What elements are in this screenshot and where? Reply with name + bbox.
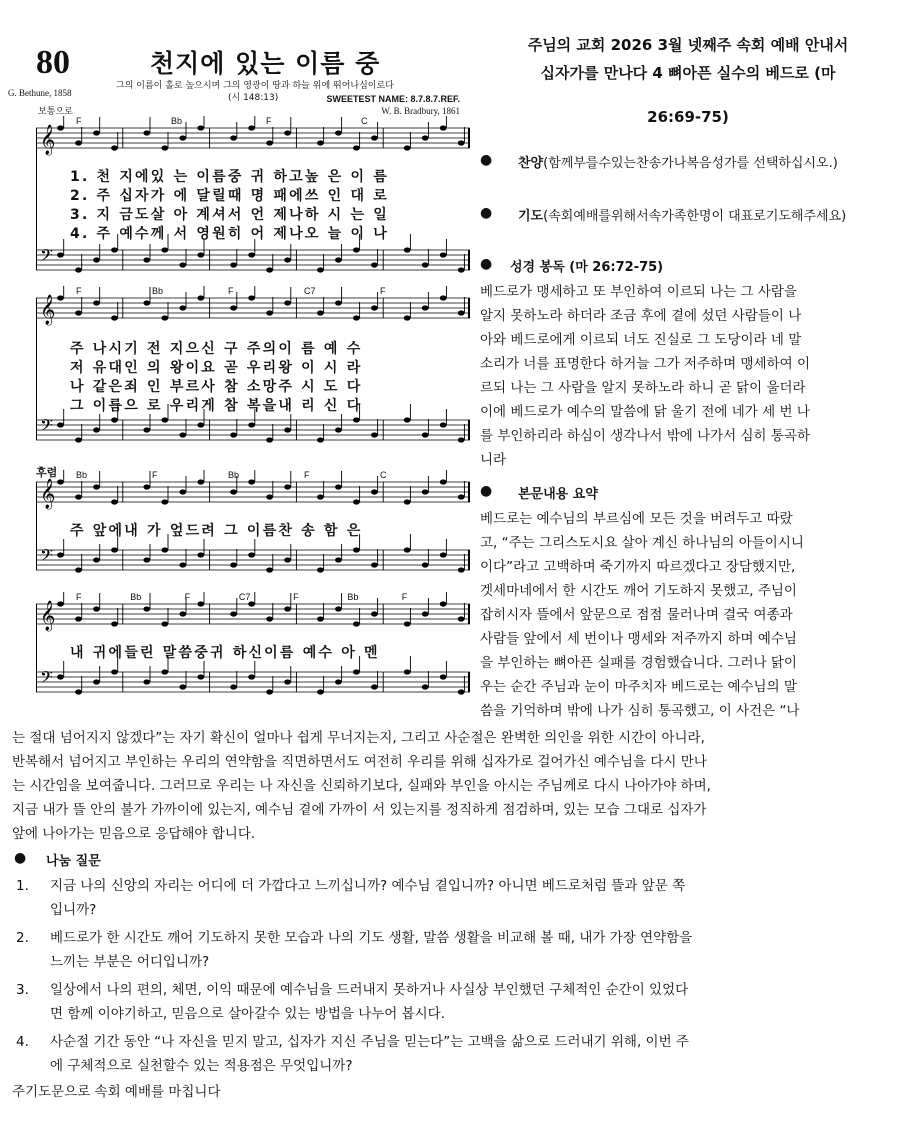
scripture-line: 아와 베드로에게 이르되 너도 진실로 그 도당이라 네 말	[480, 332, 802, 348]
note-head	[161, 145, 168, 150]
summary-line: 사람들 앞에서 세 번이나 맹세와 저주까지 하며 예수님	[480, 631, 797, 647]
note-head	[143, 679, 150, 684]
note-head	[266, 140, 273, 145]
bullet-icon: ●	[480, 483, 493, 499]
scripture-heading	[480, 256, 900, 280]
note-head	[317, 494, 324, 499]
chord-symbol: F	[184, 592, 191, 602]
note-head	[422, 684, 429, 689]
note-head	[266, 310, 273, 315]
hymn-sheet	[8, 30, 470, 720]
refrain-label: 후렴	[36, 466, 58, 479]
chord-symbol: F	[266, 116, 272, 126]
summary-line: 고, “주는 그리스도시요 살아 계신 하나님의 아들이시니	[480, 535, 804, 551]
hymn-verse: 그의 이름이 홀로 높으시며 그의 영광이 땅과 하늘 위에 뛰어나심이로다	[116, 81, 394, 91]
sharing-label: 나눔 질문	[46, 854, 101, 869]
note-head	[179, 305, 186, 310]
summary-text-right	[480, 507, 900, 723]
note-head	[230, 562, 237, 567]
hymn-number: 80	[36, 44, 70, 81]
summary-text-full	[12, 726, 900, 846]
note-head	[284, 257, 291, 262]
note-head	[93, 257, 100, 262]
note-head	[440, 422, 447, 427]
chord-symbol: Bb	[347, 592, 359, 602]
question-text: 면 함께 이야기하고, 믿음으로 살아갈수 있는 방법을 나누어 봅시다.	[50, 1006, 446, 1022]
note-head	[404, 547, 411, 552]
chord-symbol: Bb	[171, 116, 183, 126]
summary-line: 씀을 기억하며 밖에 나가 심히 통곡했고, 이 사건은 “나	[480, 703, 800, 719]
note-head	[371, 262, 378, 267]
note-head	[143, 606, 150, 611]
chord-symbol: F	[76, 116, 82, 126]
note-head	[230, 135, 237, 140]
note-head	[371, 135, 378, 140]
note-head	[111, 621, 118, 626]
note-head	[458, 567, 465, 572]
note-head	[353, 247, 360, 252]
scripture-line: 를 부인하리라 하심이 생각나서 밖에 나가서 심히 통곡하	[480, 428, 810, 444]
note-head	[317, 437, 324, 442]
bullet-icon: ●	[480, 205, 493, 221]
note-head	[266, 267, 273, 272]
note-head	[266, 437, 273, 442]
lyric-line: 4. 주 예수께 서 영원히 어 제나오 늘 이 나	[70, 226, 389, 242]
note-head	[266, 616, 273, 621]
note-head	[335, 484, 342, 489]
note-head	[404, 417, 411, 422]
note-head	[179, 432, 186, 437]
note-head	[93, 130, 100, 135]
question-text: 느끼는 부분은 어디입니까?	[50, 954, 210, 970]
lyric-line: 내 귀에들린 말씀중귀 하신이름 예수 아 멘	[70, 645, 380, 661]
music-system-2	[36, 286, 470, 466]
note-head	[353, 417, 360, 422]
note-head	[179, 135, 186, 140]
bullet-icon: ●	[480, 256, 493, 272]
chord-symbol: F	[76, 286, 82, 296]
note-head	[93, 557, 100, 562]
scripture-line: 베드로가 맹세하고 또 부인하여 이르되 나는 그 사람을	[480, 284, 797, 300]
note-head	[93, 427, 100, 432]
note-head	[75, 494, 82, 499]
note-head	[422, 305, 429, 310]
note-head	[75, 437, 82, 442]
chord-symbol: F	[380, 286, 386, 296]
note-head	[57, 125, 64, 130]
summary-line: 을 부인하는 뼈아픈 실패를 경험했습니다. 그러나 닭이	[480, 655, 797, 671]
note-head	[197, 252, 204, 257]
note-head	[111, 547, 118, 552]
note-head	[93, 300, 100, 305]
treble-clef-icon: 𝄞	[40, 125, 56, 155]
note-head	[143, 300, 150, 305]
chord-symbol: F	[304, 470, 310, 480]
chord-symbol: C	[361, 116, 368, 126]
note-head	[161, 499, 168, 504]
note-head	[335, 257, 342, 262]
note-head	[75, 267, 82, 272]
note-head	[422, 432, 429, 437]
lyric-line: 3. 지 금도살 아 계셔서 언 제나하 시 는 일	[70, 207, 389, 223]
note-head	[93, 679, 100, 684]
lyric-line: 1. 천 지에있 는 이름중 귀 하고높 은 이 름	[70, 169, 389, 185]
note-head	[161, 247, 168, 252]
chord-symbol: Bb	[76, 470, 88, 480]
note-head	[197, 479, 204, 484]
summary-line: 앞에 나아가는 믿음으로 응답해야 합니다.	[12, 826, 256, 842]
note-head	[317, 616, 324, 621]
summary-line: 지금 내가 뜰 안의 불가 가까이에 있는지, 예수님 곁에 가까이 서 있는지를 정직하게 점검하며, 있는 모습 그대로 십자가	[12, 802, 707, 818]
question-text: 사순절 기간 동안 “나 자신을 믿지 말고, 십자가 지신 주님을 믿는다”는 고백을 삶으로 드러내기 위해, 이번 주	[50, 1034, 689, 1050]
note-head	[75, 140, 82, 145]
chord-symbol: C7	[304, 286, 316, 296]
lyric-line: 나 같은죄 인 부르사 참 소망주 시 도 다	[70, 379, 363, 395]
closing-text: 주기도문으로 속회 예배를 마칩니다	[12, 1084, 221, 1100]
note-head	[248, 295, 255, 300]
music-system-4	[36, 592, 470, 722]
chord-symbol: Bb	[228, 470, 240, 480]
note-head	[440, 601, 447, 606]
prayer-label: 기도	[518, 209, 544, 224]
question-number: 1.	[16, 878, 29, 894]
summary-heading	[480, 483, 900, 507]
note-head	[371, 684, 378, 689]
question-text: 지금 나의 신앙의 자리는 어디에 더 가깝다고 느끼십니까? 예수님 곁입니까? 아니면 베드로처럼 뜰과 앞문 쪽	[50, 878, 686, 894]
scripture-line: 르되 나는 그 사람을 알지 못하노라 하니 곧 닭이 울더라	[480, 380, 806, 396]
note-head	[57, 601, 64, 606]
summary-label: 본문내용 요약	[518, 487, 598, 502]
note-head	[266, 567, 273, 572]
note-head	[458, 689, 465, 694]
note-head	[230, 684, 237, 689]
note-head	[248, 422, 255, 427]
summary-line: 는 시간임을 보여줍니다. 그러므로 우리는 나 자신을 신뢰하기보다, 실패와 부인을 아시는 주님께로 다시 나아가야 하며,	[12, 778, 711, 794]
note-head	[353, 145, 360, 150]
note-head	[335, 679, 342, 684]
note-head	[371, 305, 378, 310]
treble-clef-icon: 𝄞	[40, 601, 56, 631]
question-number: 3.	[16, 982, 29, 998]
prayer-item	[480, 205, 900, 253]
note-head	[179, 684, 186, 689]
note-head	[111, 145, 118, 150]
note-head	[440, 252, 447, 257]
note-head	[404, 499, 411, 504]
chord-symbol: C7	[238, 592, 251, 602]
note-head	[111, 247, 118, 252]
note-head	[404, 621, 411, 626]
note-head	[284, 484, 291, 489]
note-head	[458, 267, 465, 272]
bulletin-subtitle-ref: 26:69-75)	[647, 108, 729, 126]
note-head	[57, 422, 64, 427]
chord-symbol: F	[152, 470, 158, 480]
scripture-text	[480, 280, 900, 472]
question-number: 4.	[16, 1034, 29, 1050]
music-system-3	[36, 470, 470, 600]
chord-symbol: F	[76, 592, 82, 602]
note-head	[197, 422, 204, 427]
note-head	[248, 125, 255, 130]
note-head	[335, 300, 342, 305]
summary-line: 잡히시자 뜰에서 앞문으로 점점 물러나며 결국 여종과	[480, 607, 793, 623]
note-head	[57, 674, 64, 679]
chord-symbol: F	[228, 286, 234, 296]
note-head	[353, 315, 360, 320]
note-head	[248, 674, 255, 679]
note-head	[335, 606, 342, 611]
summary-line: 베드로는 예수님의 부르심에 모든 것을 버려두고 따랐	[480, 511, 793, 527]
question-text: 입니까?	[50, 902, 97, 918]
note-head	[75, 310, 82, 315]
question-text: 베드로가 한 시간도 깨어 기도하지 못한 모습과 나의 기도 생활, 말씀 생활을 비교해 볼 때, 내가 가장 연약함을	[50, 930, 693, 946]
note-head	[266, 689, 273, 694]
chord-symbol: F	[293, 592, 299, 602]
praise-item	[480, 152, 900, 200]
note-head	[422, 611, 429, 616]
note-head	[161, 315, 168, 320]
bass-clef-icon: 𝄢	[40, 245, 53, 269]
note-head	[197, 552, 204, 557]
note-head	[248, 552, 255, 557]
note-head	[230, 611, 237, 616]
note-head	[197, 601, 204, 606]
note-head	[93, 484, 100, 489]
note-head	[353, 669, 360, 674]
note-head	[458, 310, 465, 315]
note-head	[458, 140, 465, 145]
question-text: 에 구체적으로 실천할수 있는 적용점은 무엇입니까?	[50, 1058, 353, 1074]
hymn-composer: W. B. Bradbury, 1861	[381, 106, 460, 116]
note-head	[161, 547, 168, 552]
summary-line: 우는 순간 주님과 눈이 마주치자 베드로는 예수님의 말	[480, 679, 797, 695]
note-head	[335, 130, 342, 135]
note-head	[317, 689, 324, 694]
note-head	[75, 689, 82, 694]
note-head	[197, 295, 204, 300]
note-head	[230, 262, 237, 267]
summary-line: 겟세마네에서 한 시간도 깨어 기도하지 못했고, 주님이	[480, 583, 797, 599]
note-head	[248, 252, 255, 257]
bass-clef-icon: 𝄢	[40, 415, 53, 439]
note-head	[93, 606, 100, 611]
lyric-line: 그 이름으 로 우리게 참 복을내 리 신 다	[70, 398, 363, 414]
note-head	[371, 562, 378, 567]
note-head	[440, 674, 447, 679]
note-head	[353, 621, 360, 626]
note-head	[458, 616, 465, 621]
note-head	[335, 557, 342, 562]
note-head	[284, 427, 291, 432]
summary-line: 반복해서 넘어지고 부인하는 우리의 연약함을 직면하면서도 여전히 우리를 위해 십자가로 걸어가신 예수님을 다시 만나	[12, 754, 707, 770]
note-head	[57, 479, 64, 484]
note-head	[284, 130, 291, 135]
note-head	[422, 489, 429, 494]
chord-symbol: Bb	[152, 286, 164, 296]
note-head	[284, 557, 291, 562]
treble-clef-icon: 𝄞	[40, 479, 56, 509]
hymn-author: G. Bethune, 1858	[8, 88, 72, 98]
note-head	[458, 437, 465, 442]
note-head	[353, 547, 360, 552]
note-head	[143, 427, 150, 432]
note-head	[440, 295, 447, 300]
note-head	[440, 552, 447, 557]
note-head	[111, 499, 118, 504]
bullet-icon: ●	[14, 850, 27, 866]
note-head	[143, 130, 150, 135]
note-head	[317, 267, 324, 272]
scripture-line: 이에 베드로가 예수의 말씀에 닭 울기 전에 네가 세 번 나	[480, 404, 810, 420]
note-head	[161, 669, 168, 674]
note-head	[111, 315, 118, 320]
note-head	[404, 669, 411, 674]
bass-clef-icon: 𝄢	[40, 667, 53, 691]
note-head	[179, 262, 186, 267]
note-head	[230, 489, 237, 494]
note-head	[284, 606, 291, 611]
note-head	[161, 417, 168, 422]
chord-symbol: C	[380, 470, 387, 480]
note-head	[404, 247, 411, 252]
hymn-tempo: 보통으로	[38, 107, 73, 117]
note-head	[230, 432, 237, 437]
note-head	[353, 499, 360, 504]
note-head	[404, 145, 411, 150]
lyric-line: 주 앞에내 가 엎드려 그 이름찬 송 함 은	[70, 523, 363, 539]
note-head	[248, 601, 255, 606]
note-head	[266, 494, 273, 499]
note-head	[57, 295, 64, 300]
note-head	[197, 125, 204, 130]
note-head	[371, 611, 378, 616]
scripture-line: 니라	[480, 452, 507, 468]
note-head	[317, 567, 324, 572]
lyric-line: 저 유대인 의 왕이요 곧 우리왕 이 시 라	[70, 360, 363, 376]
chord-symbol: F	[401, 592, 408, 602]
note-head	[422, 135, 429, 140]
note-head	[422, 562, 429, 567]
lyric-line: 2. 주 십자가 에 달릴때 명 패에쓰 인 대 로	[70, 188, 389, 204]
scripture-label: 성경 봉독 (마 26:72-75)	[510, 260, 664, 275]
summary-line: 는 절대 넘어지지 않겠다”는 자기 확신이 얼마나 쉽게 무너지는지, 그리고 사순절은 완벽한 의인을 위한 시간이 아니라,	[12, 730, 705, 746]
note-head	[284, 300, 291, 305]
music-system-1	[36, 116, 470, 296]
bullet-icon: ●	[480, 152, 493, 168]
note-head	[248, 479, 255, 484]
hymn-title: 천지에 있는 이름 중	[150, 49, 381, 78]
praise-label: 찬양	[518, 156, 544, 171]
note-head	[440, 125, 447, 130]
note-head	[143, 484, 150, 489]
praise-text: (함께부를수있는찬송가나복음성가를 선택하십시오.)	[543, 156, 838, 171]
note-head	[371, 489, 378, 494]
scripture-line: 알지 못하노라 하더라 조금 후에 곁에 섰던 사람들이 나	[480, 308, 802, 324]
hymn-tune: SWEETEST NAME: 8.7.8.7.REF.	[326, 94, 460, 104]
question-number: 2.	[16, 930, 29, 946]
question-text: 일상에서 나의 편의, 체면, 이익 때문에 예수님을 드러내지 못하거나 사실상 부인했던 구체적인 순간이 있었다	[50, 982, 689, 998]
chord-symbol: Bb	[130, 592, 142, 602]
note-head	[284, 679, 291, 684]
note-head	[404, 315, 411, 320]
treble-clef-icon: 𝄞	[40, 295, 56, 325]
note-head	[161, 621, 168, 626]
note-head	[111, 669, 118, 674]
note-head	[317, 140, 324, 145]
note-head	[57, 252, 64, 257]
summary-line: 이다”라고 고백하며 죽기까지 따르겠다고 장담했지만,	[480, 559, 796, 575]
note-head	[57, 552, 64, 557]
bass-clef-icon: 𝄢	[40, 545, 53, 569]
note-head	[335, 427, 342, 432]
note-head	[230, 305, 237, 310]
prayer-text: (속회예배를위해서속가족한명이 대표로기도해주세요)	[543, 209, 847, 224]
note-head	[179, 489, 186, 494]
note-head	[143, 257, 150, 262]
note-head	[197, 674, 204, 679]
note-head	[143, 557, 150, 562]
note-head	[75, 616, 82, 621]
note-head	[422, 262, 429, 267]
note-head	[75, 567, 82, 572]
scripture-line: 소리가 너를 표명한다 하거늘 그가 저주하며 맹세하여 이	[480, 356, 810, 372]
note-head	[179, 562, 186, 567]
bulletin-subtitle: 십자가를 만나다 4 뼈아픈 실수의 베드로 (마	[540, 64, 836, 82]
note-head	[317, 310, 324, 315]
note-head	[458, 494, 465, 499]
hymn-verse-ref: (시 148:13)	[228, 93, 279, 103]
sharing-heading	[14, 850, 414, 874]
note-head	[371, 432, 378, 437]
note-head	[179, 611, 186, 616]
bulletin-title: 주님의 교회 2026 3월 넷째주 속회 예배 안내서	[527, 36, 849, 54]
note-head	[440, 479, 447, 484]
lyric-line: 주 나시기 전 지으신 구 주의이 름 예 수	[70, 341, 363, 357]
note-head	[111, 417, 118, 422]
